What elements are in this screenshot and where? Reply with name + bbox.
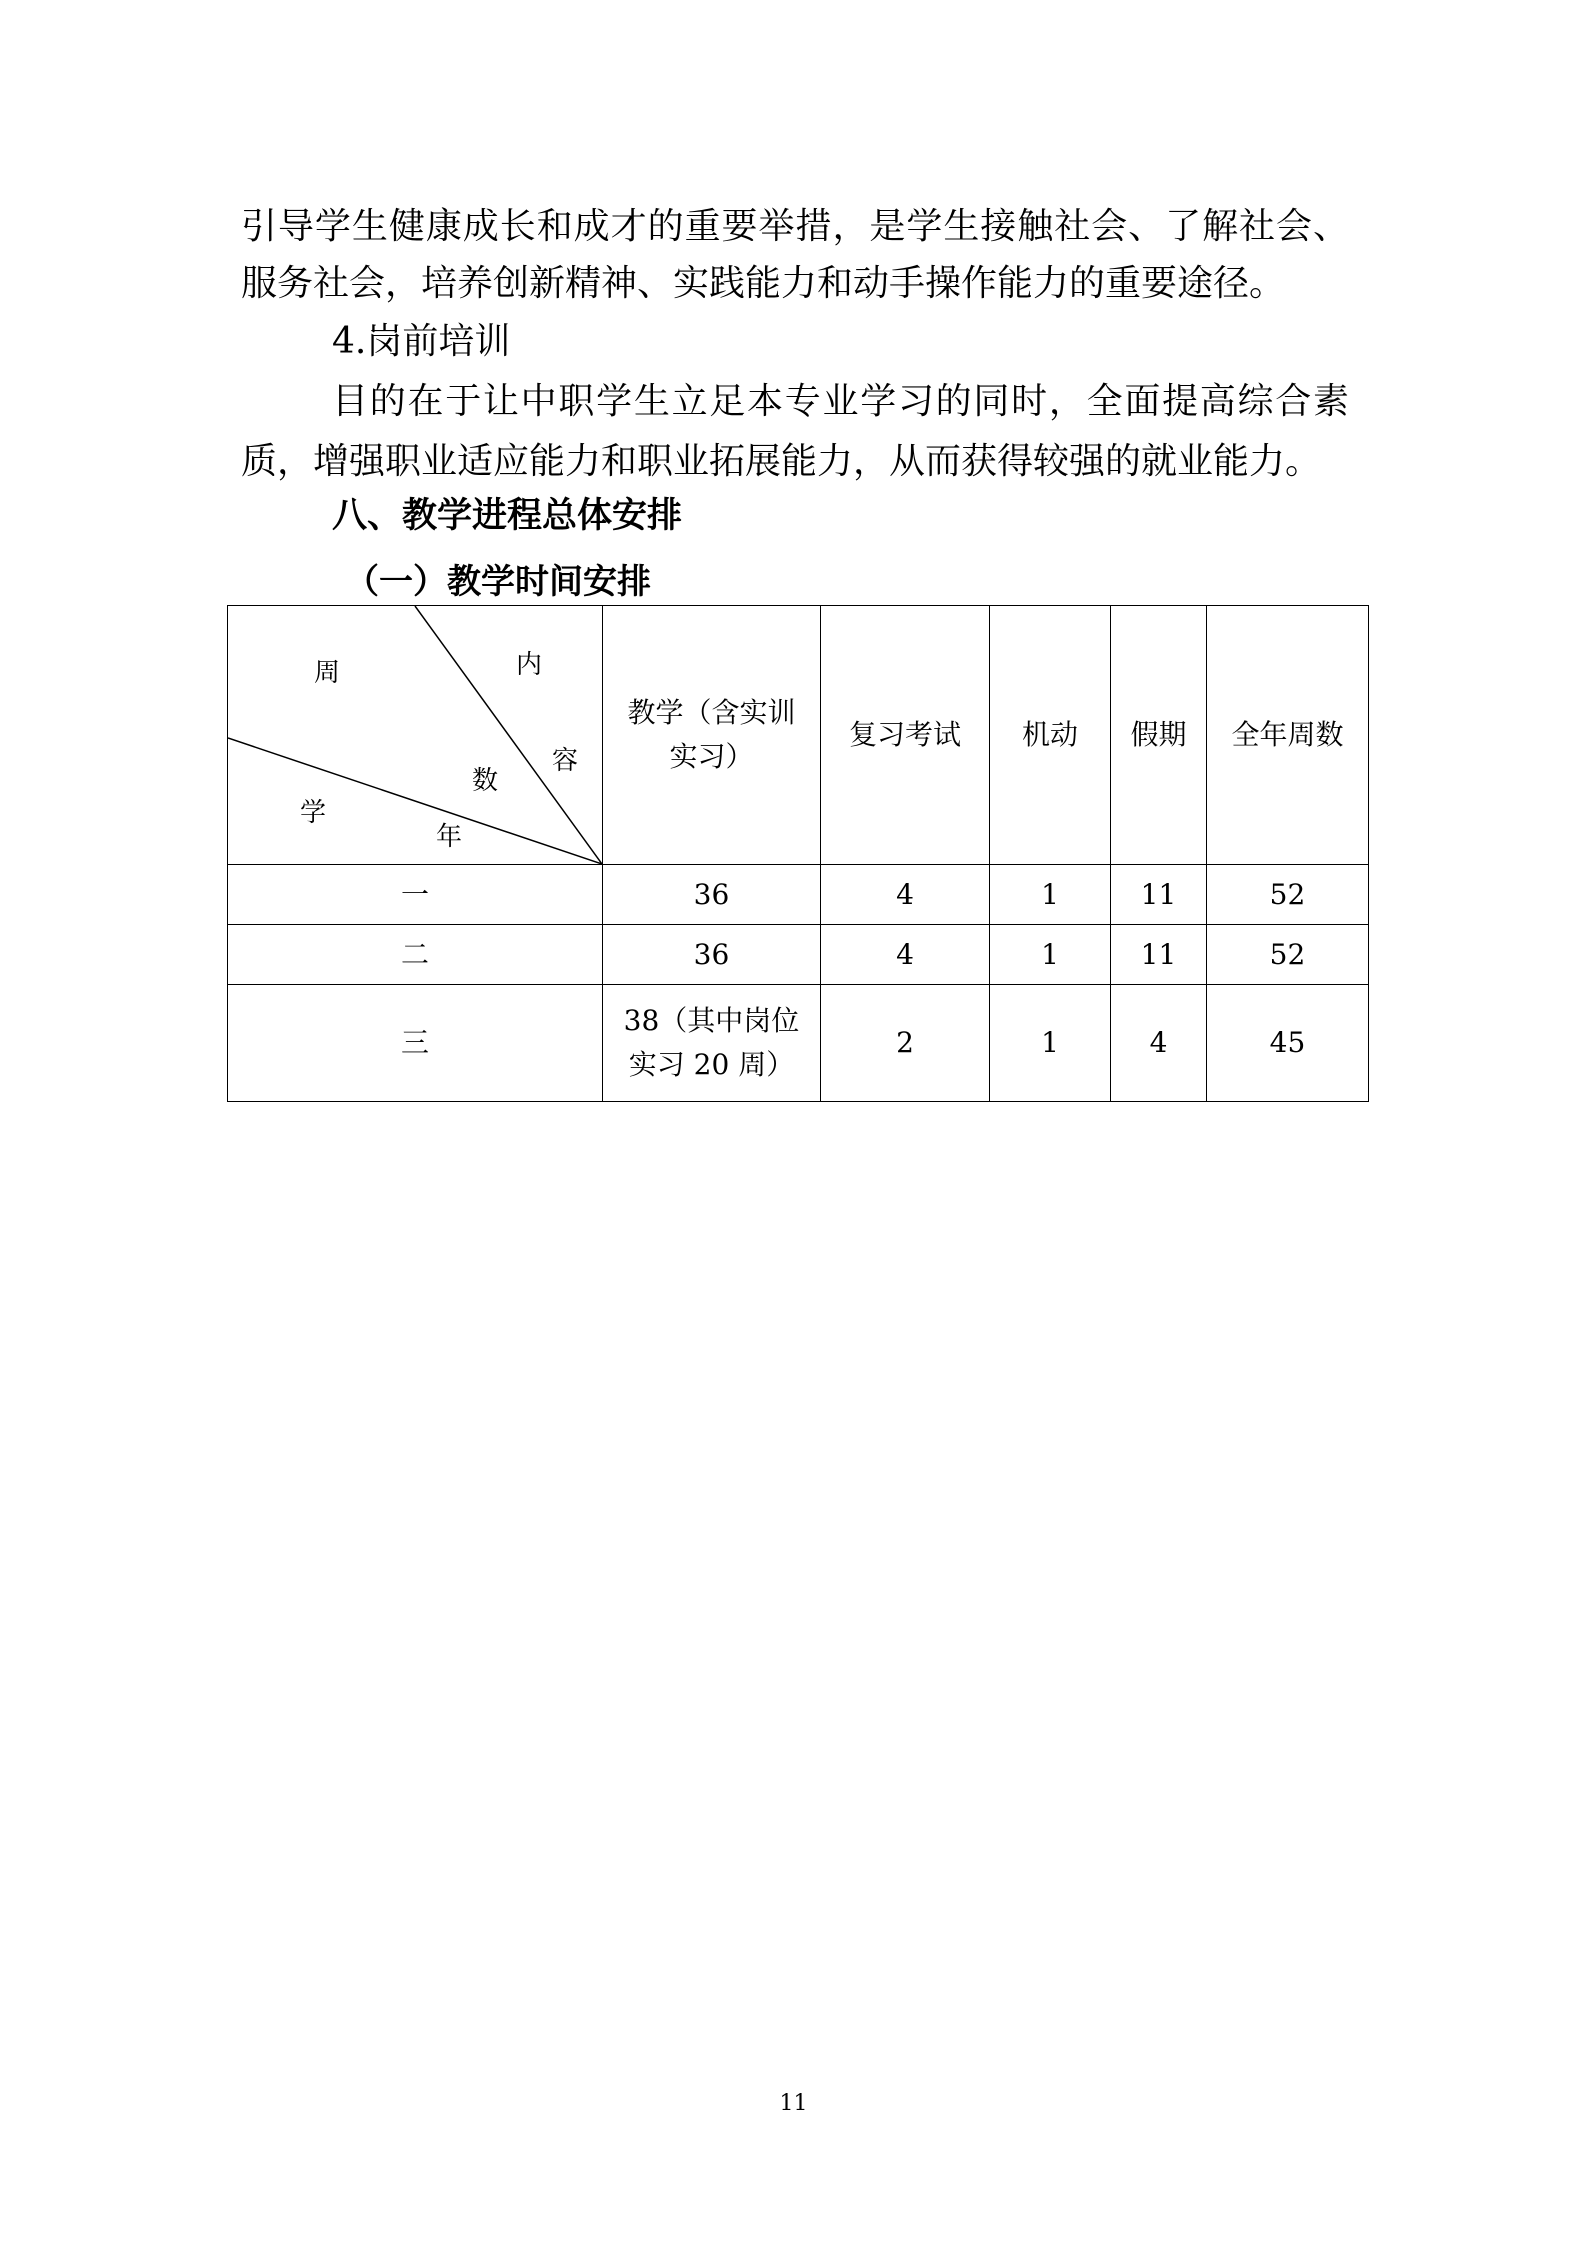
paragraph-line: 目的在于让中职学生立足本专业学习的同时，全面提高综合素 xyxy=(332,381,1349,422)
table-cell: 36 xyxy=(603,865,821,925)
table-cell: 36 xyxy=(603,925,821,985)
header-cell: 复习考试 xyxy=(821,606,990,865)
page-number: 11 xyxy=(779,2091,808,2116)
table-cell: 45 xyxy=(1207,985,1369,1102)
paragraph-line: 引导学生健康成长和成才的重要举措，是学生接触社会、了解社会、 xyxy=(241,206,1349,247)
corner-label: 容 xyxy=(552,746,579,776)
table-cell: 4 xyxy=(821,865,990,925)
teaching-schedule-table xyxy=(227,605,1369,1102)
header-cell: 假期 xyxy=(1111,606,1207,865)
table-cell: 1 xyxy=(990,925,1111,985)
table-cell: 11 xyxy=(1111,925,1207,985)
section-title: 4.岗前培训 xyxy=(332,321,511,362)
header-cell: 教学（含实训实习） xyxy=(603,606,821,865)
paragraph-line: 质，增强职业适应能力和职业拓展能力，从而获得较强的就业能力。 xyxy=(241,441,1322,482)
corner-label: 年 xyxy=(436,822,463,852)
table-cell: 1 xyxy=(990,985,1111,1102)
table-cell: 11 xyxy=(1111,865,1207,925)
table-row xyxy=(228,985,1369,1102)
table-row xyxy=(228,865,1369,925)
corner-label: 学 xyxy=(300,798,327,828)
paragraph-line: 服务社会，培养创新精神、实践能力和动手操作能力的重要途径。 xyxy=(241,263,1286,304)
section-heading: 八、教学进程总体安排 xyxy=(332,496,683,536)
year-cell: 三 xyxy=(228,985,603,1102)
year-cell: 二 xyxy=(228,925,603,985)
table-cell: 2 xyxy=(821,985,990,1102)
header-cell: 全年周数 xyxy=(1207,606,1369,865)
table-cell: 4 xyxy=(1111,985,1207,1102)
table-header-row xyxy=(228,606,1369,865)
subsection-heading: （一）教学时间安排 xyxy=(345,562,651,602)
corner-label: 周 xyxy=(314,658,341,688)
table-row xyxy=(228,925,1369,985)
corner-label: 内 xyxy=(516,650,543,680)
table-cell: 52 xyxy=(1207,865,1369,925)
table-cell: 52 xyxy=(1207,925,1369,985)
diagonal-lines xyxy=(228,606,602,864)
header-cell: 机动 xyxy=(990,606,1111,865)
table-cell: 38（其中岗位实习 20 周） xyxy=(603,985,821,1102)
table-cell: 4 xyxy=(821,925,990,985)
corner-label: 数 xyxy=(472,766,499,796)
year-cell: 一 xyxy=(228,865,603,925)
table-cell: 1 xyxy=(990,865,1111,925)
diagonal-header-cell xyxy=(228,606,603,865)
